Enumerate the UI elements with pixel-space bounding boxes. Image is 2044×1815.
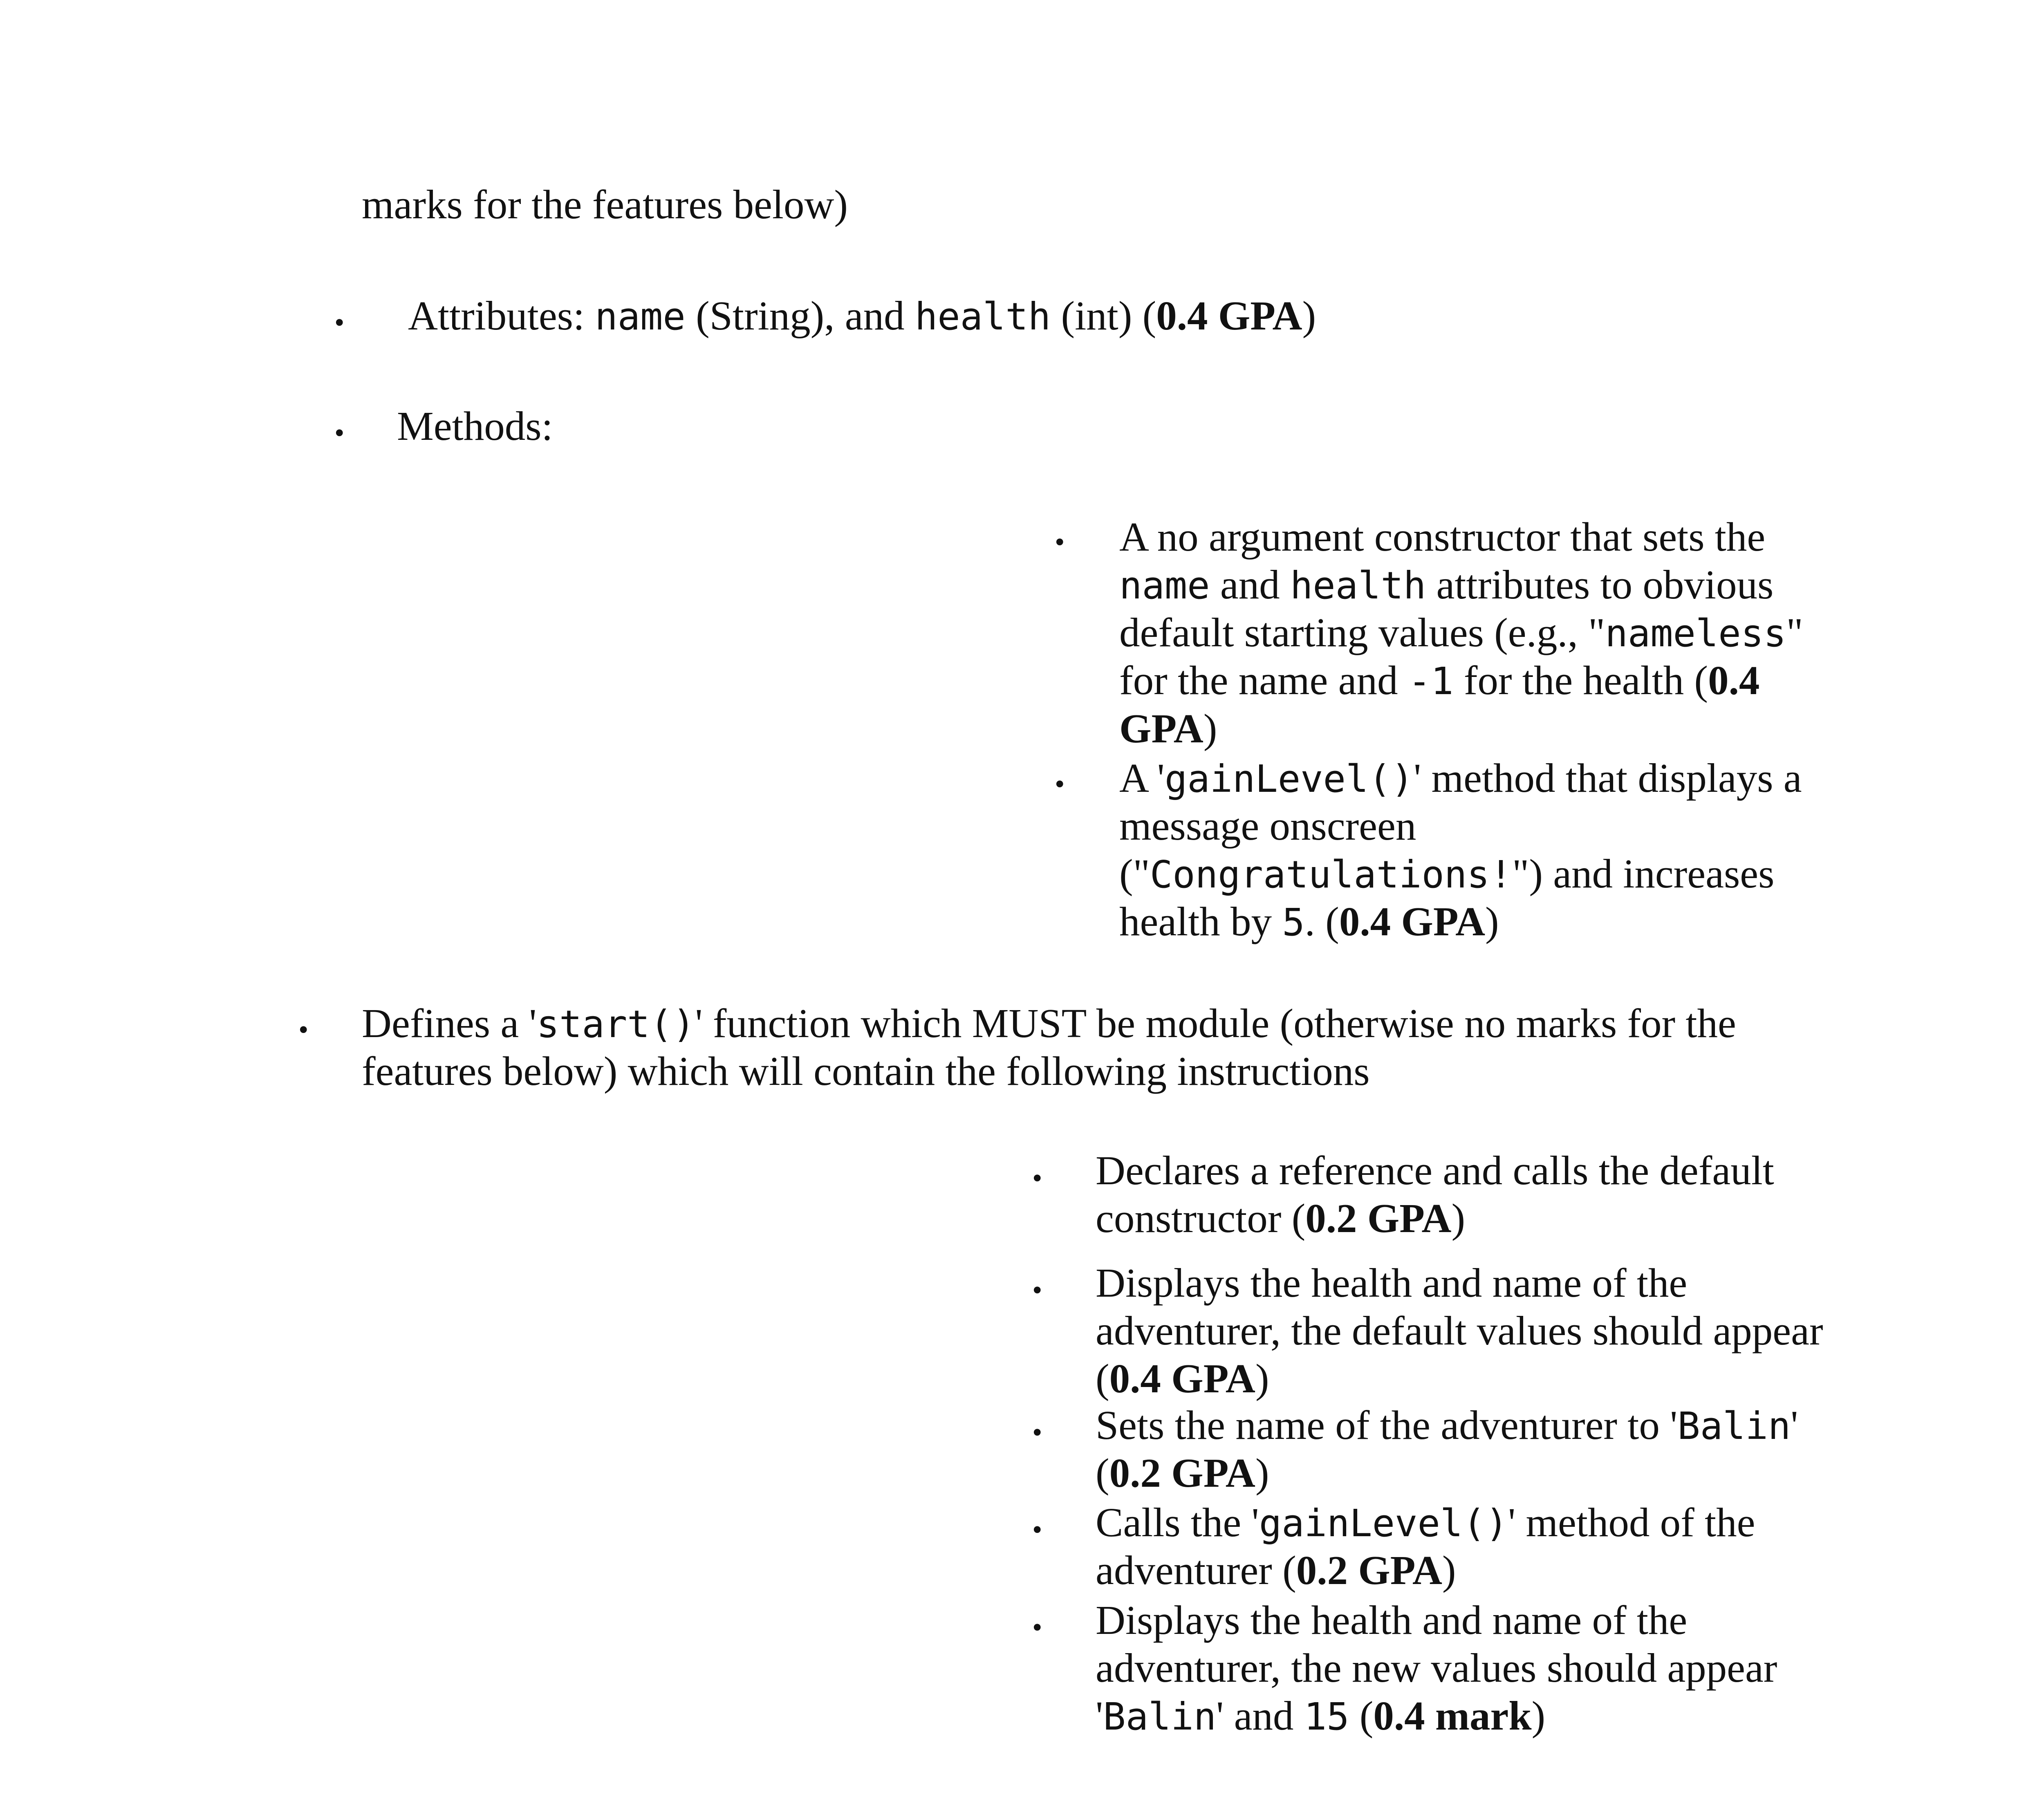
- intro-continuation: marks for the features below): [362, 182, 848, 227]
- start-function-item: Defines a 'start()' function which MUST be module (otherwise no marks for the features below) which will contain the following instructions: [362, 1000, 1736, 1094]
- bullet-icon: •: [1055, 527, 1065, 558]
- method-constructor-item: A no argument constructor that sets the name and health attributes to obvious default starting values (e.g., "nameless" for the name and -1 for the health (0.4 GPA): [1119, 514, 1803, 751]
- method-gainlevel-item: A 'gainLevel()' method that displays a message onscreen ("Congratulations!") and increases health by 5. (0.4 GPA): [1119, 755, 1802, 945]
- bullet-icon: •: [298, 1014, 309, 1046]
- start-step-gainlevel: Calls the 'gainLevel()' method of the adventurer (0.2 GPA): [1096, 1499, 1755, 1593]
- start-step-display-new: Displays the health and name of the adventurer, the new values should appear 'Balin' and 15 (0.4 mark): [1096, 1597, 1777, 1739]
- bullet-icon: •: [1032, 1612, 1042, 1643]
- attributes-item: Attributes: name (String), and health (int) (0.4 GPA): [408, 293, 1316, 338]
- bullet-icon: •: [1032, 1417, 1042, 1448]
- bullet-icon: •: [334, 307, 345, 338]
- bullet-icon: •: [334, 417, 345, 449]
- start-step-declare: Declares a reference and calls the default constructor (0.2 GPA): [1096, 1147, 1774, 1241]
- start-step-set-name: Sets the name of the adventurer to 'Balin' (0.2 GPA): [1096, 1402, 1798, 1496]
- bullet-icon: •: [1032, 1514, 1042, 1546]
- bullet-icon: •: [1032, 1275, 1042, 1306]
- bullet-icon: •: [1032, 1163, 1042, 1194]
- bullet-icon: •: [1055, 769, 1065, 800]
- start-step-display-default: Displays the health and name of the adventurer, the default values should appear (0.4 GPA): [1096, 1260, 1823, 1402]
- methods-label: Methods:: [397, 403, 553, 449]
